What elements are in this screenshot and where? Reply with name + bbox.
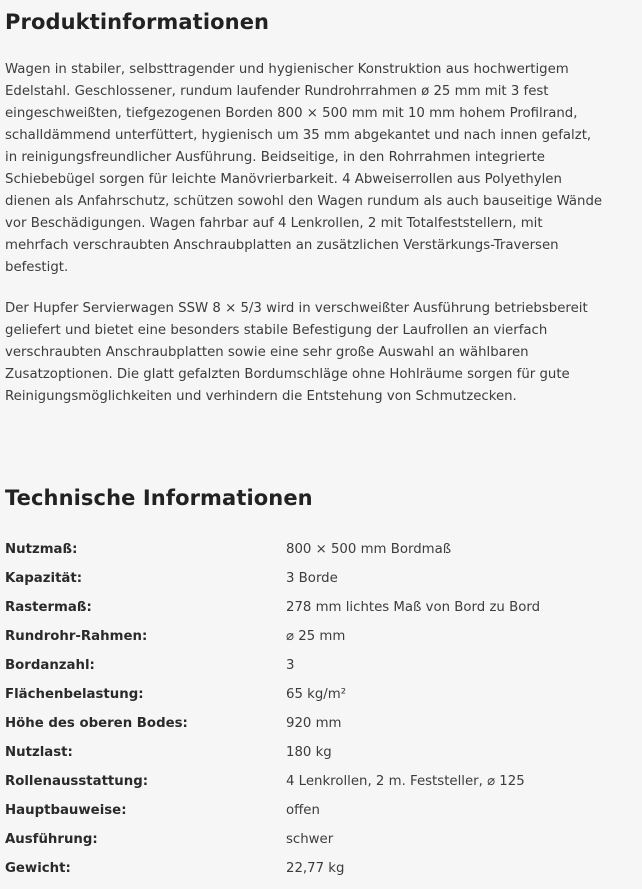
- spec-value: offen: [286, 803, 320, 818]
- spec-label: Kapazität:: [5, 571, 83, 586]
- spec-row: [5, 796, 635, 825]
- spec-label: Flächenbelastung:: [5, 687, 144, 702]
- spec-row: [5, 738, 635, 767]
- spec-value: 65 kg/m²: [286, 687, 347, 702]
- spec-label: Höhe des oberen Bodes:: [5, 716, 188, 731]
- spec-row: [5, 651, 635, 680]
- spec-row: [5, 854, 635, 883]
- spec-value: 278 mm lichtes Maß von Bord zu Bord: [286, 600, 541, 615]
- spec-row: [5, 622, 635, 651]
- spec-label: Nutzlast:: [5, 745, 73, 760]
- tech-info-heading: Technische Informationen: [5, 486, 313, 510]
- spec-value: 800 × 500 mm Bordmaß: [286, 542, 452, 557]
- spec-value: schwer: [286, 832, 334, 847]
- spec-value: ⌀ 25 mm: [286, 629, 346, 644]
- spec-label: Hauptbauweise:: [5, 803, 127, 818]
- spec-row: [5, 709, 635, 738]
- product-description-paragraph: Der Hupfer Servierwagen SSW 8 × 5/3 wird in verschweißter Ausführung betriebsbereit geliefert und bietet eine besonders stabile Befestigung der Laufrollen an vierfach verschraubten Anschraubplatten sowie eine sehr große Auswahl an wählbaren Zusatzoptionen. Die glatt gefalzten Bordumschläge ohne Hohlräume sorgen für gute Reinigungsmöglichkeiten und verhindern die Entstehung von Schmutzecken.: [5, 301, 588, 404]
- spec-value: 3: [286, 658, 295, 673]
- spec-label: Gewicht:: [5, 861, 71, 876]
- spec-label: Rollenausstattung:: [5, 774, 149, 789]
- spec-row: [5, 680, 635, 709]
- spec-label: Rastermaß:: [5, 600, 92, 615]
- spec-value: 180 kg: [286, 745, 332, 760]
- tech-spec-table: [5, 535, 635, 883]
- spec-row: [5, 564, 635, 593]
- product-description-paragraph: Wagen in stabiler, selbsttragender und hygienischer Konstruktion aus hochwertigem Edelstahl. Geschlossener, rundum laufender Rundrohrrahmen ø 25 mm mit 3 fest eingeschweißten, tiefgezogenen Borden 800 × 500 mm mit 10 mm hohem Profilrand, schalldämmend unterfüttert, hygienisch um 35 mm abgekantet und nach innen gefalzt, in reinigungsfreundlicher Ausführung. Beidseitige, in den Rohrrahmen integrierte Schiebebügel sorgen für leichte Manövrierbarkeit. 4 Abweiserrollen aus Polyethylen dienen als Anfahrschutz, schützen sowohl den Wagen rundum als auch bauseitige Wände vor Beschädigungen. Wagen fahrbar auf 4 Lenkrollen, 2 mit Totalfeststellern, mit mehrfach verschraubten Anschraubplatten an zusätzlichen Verstärkungs-Traversen befestigt.: [5, 62, 603, 275]
- spec-label: Nutzmaß:: [5, 542, 78, 557]
- spec-row: [5, 593, 635, 622]
- spec-value: 22,77 kg: [286, 861, 345, 876]
- spec-value: 3 Borde: [286, 571, 338, 586]
- spec-label: Rundrohr-Rahmen:: [5, 629, 148, 644]
- spec-value: 920 mm: [286, 716, 342, 731]
- spec-row: [5, 825, 635, 854]
- spec-label: Bordanzahl:: [5, 658, 95, 673]
- product-info-heading: Produktinformationen: [5, 10, 270, 34]
- spec-value: 4 Lenkrollen, 2 m. Feststeller, ⌀ 125: [286, 774, 525, 789]
- spec-row: [5, 535, 635, 564]
- spec-row: [5, 767, 635, 796]
- spec-label: Ausführung:: [5, 832, 98, 847]
